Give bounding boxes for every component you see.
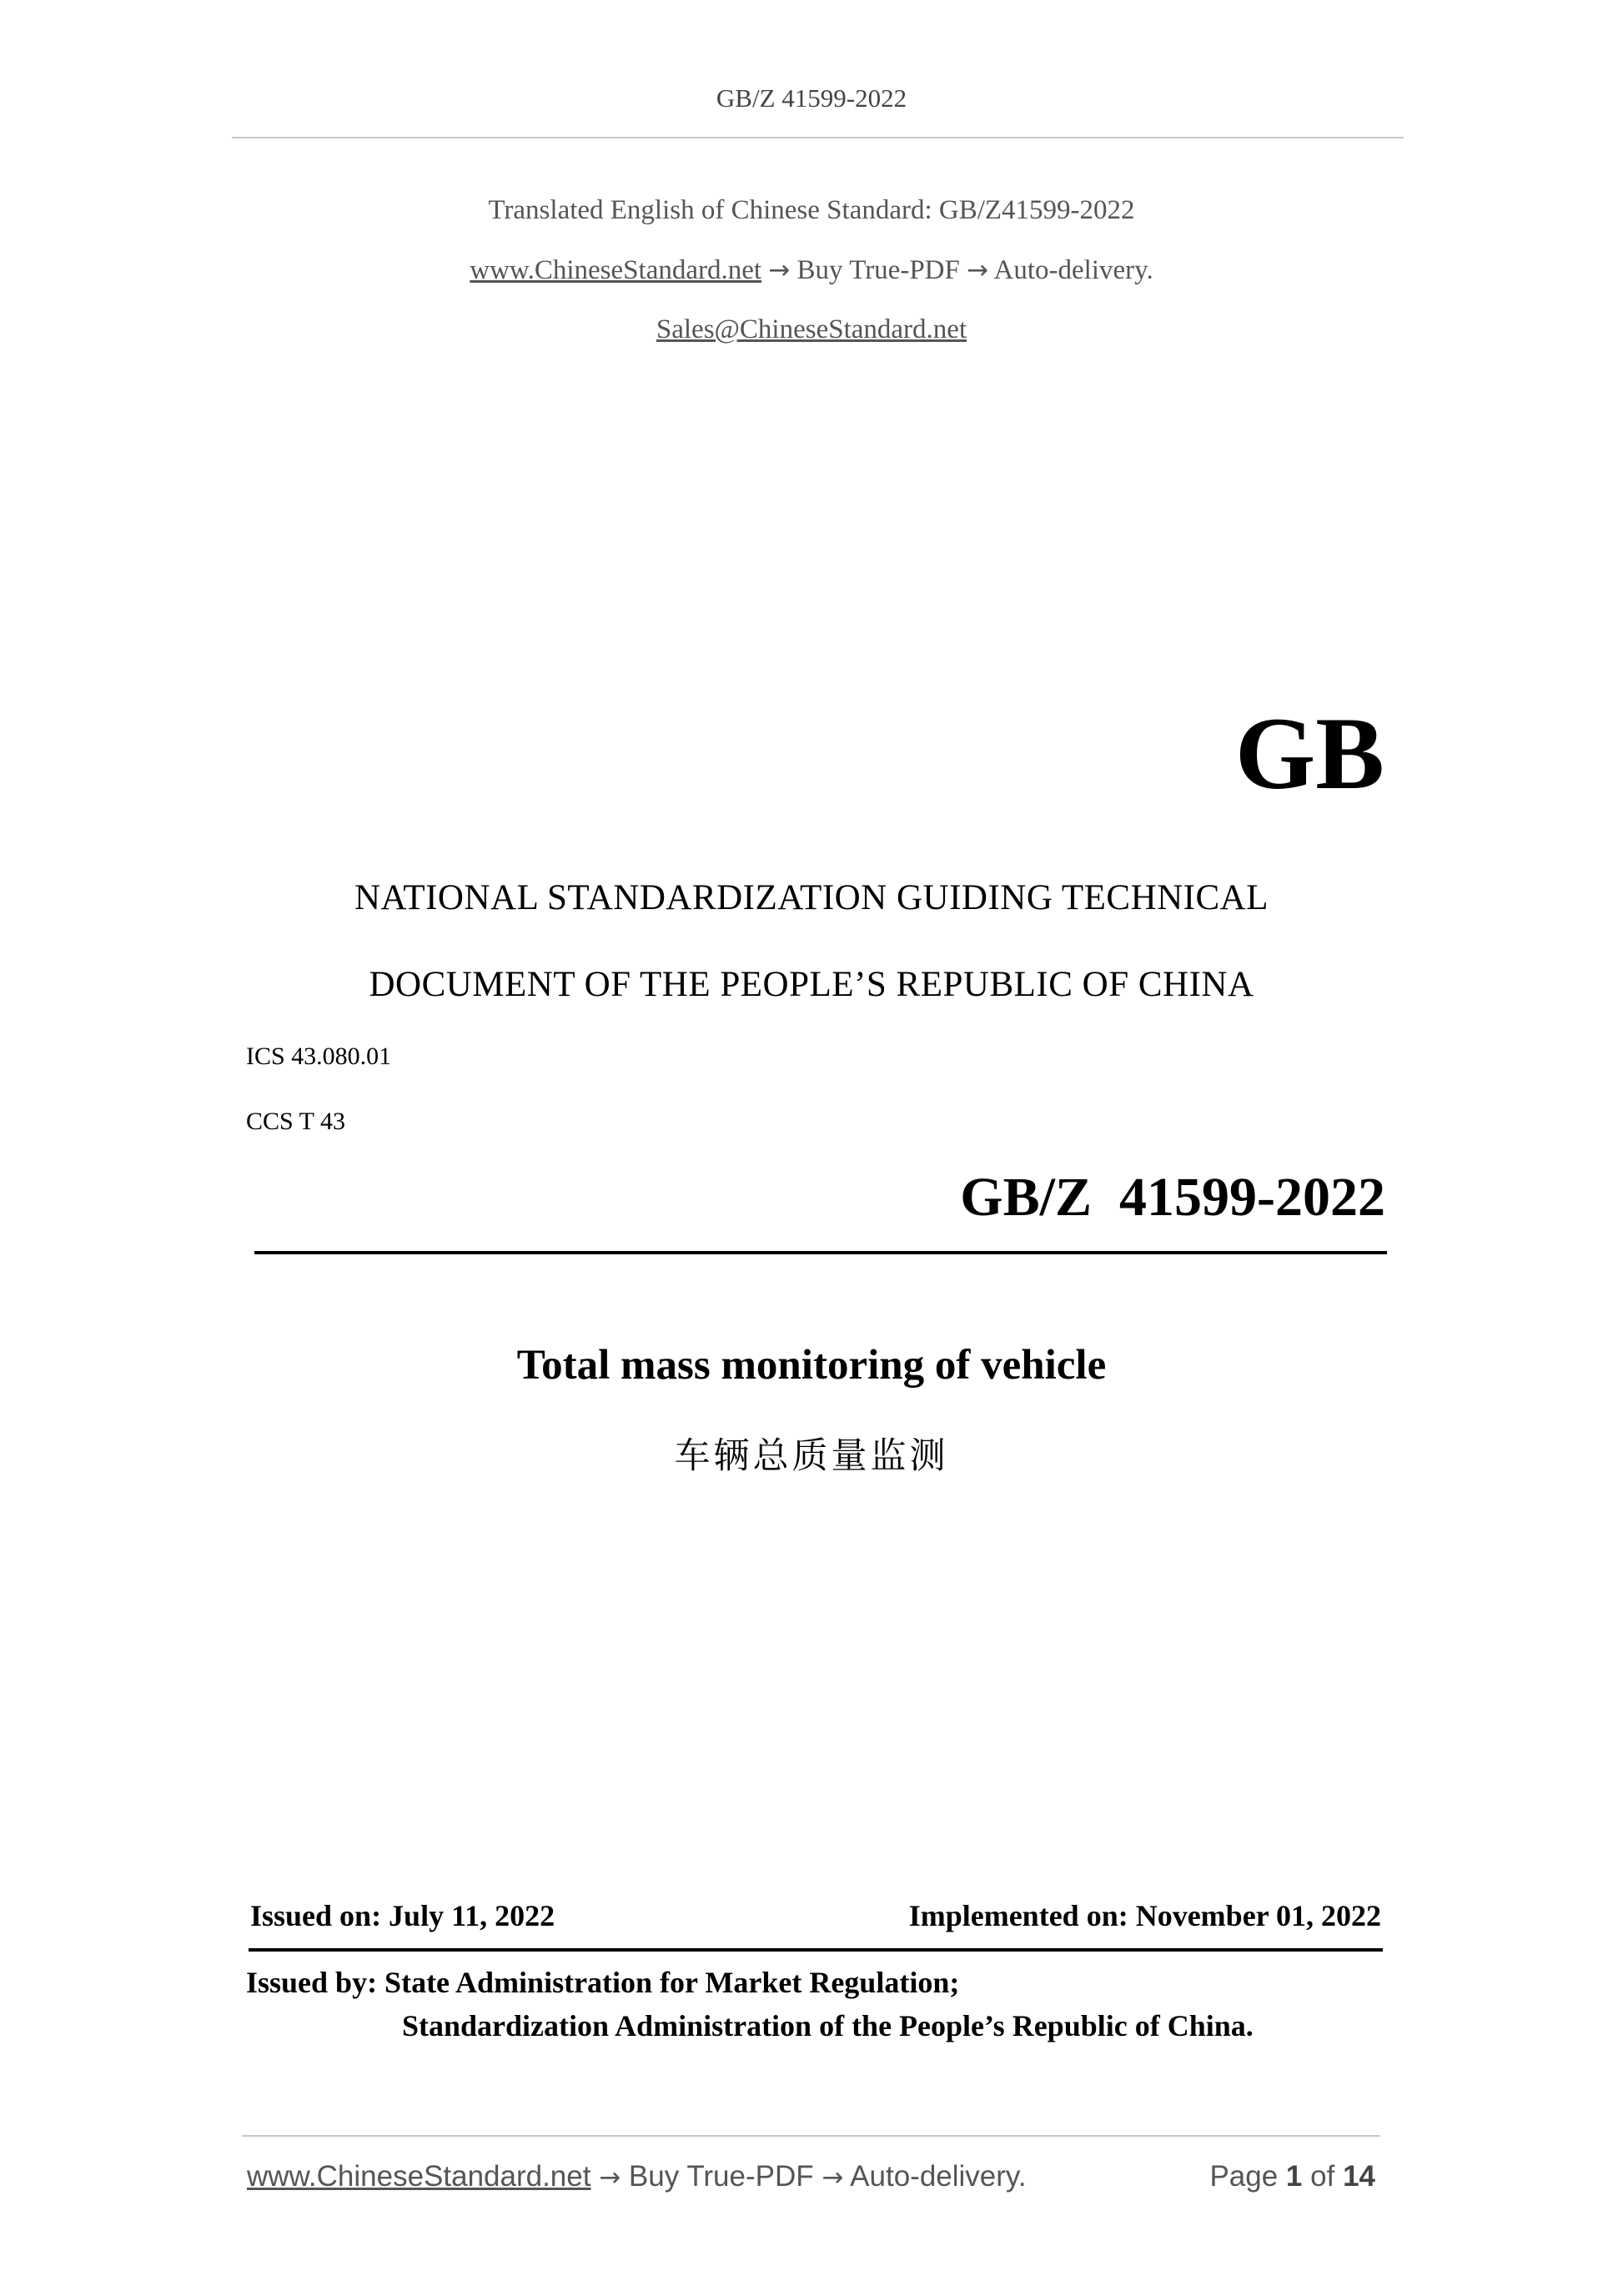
sales-email-link[interactable]: Sales@ChineseStandard.net	[656, 314, 967, 344]
arrow-right-icon: →	[599, 2163, 621, 2193]
issued-by-line2: Standardization Administration of the People’s Republic of China.	[402, 2009, 1254, 2042]
translation-notice: Translated English of Chinese Standard: GB/Z41599-2022	[488, 195, 1135, 225]
page-current: 1	[1285, 2160, 1303, 2193]
issued-by-line1: Issued by: State Administration for Market Regulation;	[246, 1966, 960, 1999]
footer-buy-text: Buy True-PDF	[628, 2160, 814, 2193]
buy-true-pdf-text: Buy True-PDF	[796, 255, 960, 285]
ccs-code: CCS T 43	[246, 1108, 345, 1135]
arrow-right-icon: →	[768, 255, 791, 285]
footer-site-link[interactable]: www.ChineseStandard.net	[247, 2160, 591, 2193]
arrow-right-icon: →	[967, 255, 989, 285]
chinese-title: 车辆总质量监测	[674, 1435, 949, 1477]
sales-contact	[0, 314, 1623, 345]
page-indicator	[1209, 2160, 1375, 2193]
footer-divider	[242, 2135, 1380, 2137]
running-header: GB/Z 41599-2022	[716, 83, 907, 113]
document-category-line1: NATIONAL STANDARDIZATION GUIDING TECHNICAL	[354, 878, 1269, 917]
header-divider	[232, 137, 1404, 138]
footer-links	[247, 2160, 1027, 2193]
document-category-line2: DOCUMENT OF THE PEOPLE’S REPUBLIC OF CHINA	[369, 965, 1254, 1004]
gb-logo: GB	[1234, 696, 1384, 811]
english-title: Total mass monitoring of vehicle	[516, 1342, 1107, 1389]
arrow-right-icon: →	[822, 2163, 844, 2193]
footer-delivery-text: Auto-delivery.	[850, 2160, 1027, 2193]
page-total: 14	[1343, 2160, 1375, 2193]
ics-code: ICS 43.080.01	[246, 1042, 392, 1070]
purchase-links	[0, 255, 1623, 286]
page-label: Page	[1209, 2160, 1279, 2193]
document-number: GB/Z 41599-2022	[960, 1167, 1385, 1228]
site-link[interactable]: www.ChineseStandard.net	[470, 255, 762, 285]
issued-on: Issued on: July 11, 2022	[250, 1899, 555, 1932]
issue-divider	[249, 1948, 1383, 1952]
title-divider	[254, 1251, 1387, 1254]
auto-delivery-text: Auto-delivery.	[993, 255, 1153, 285]
implemented-on: Implemented on: November 01, 2022	[908, 1899, 1381, 1932]
page-of: of	[1310, 2160, 1335, 2193]
